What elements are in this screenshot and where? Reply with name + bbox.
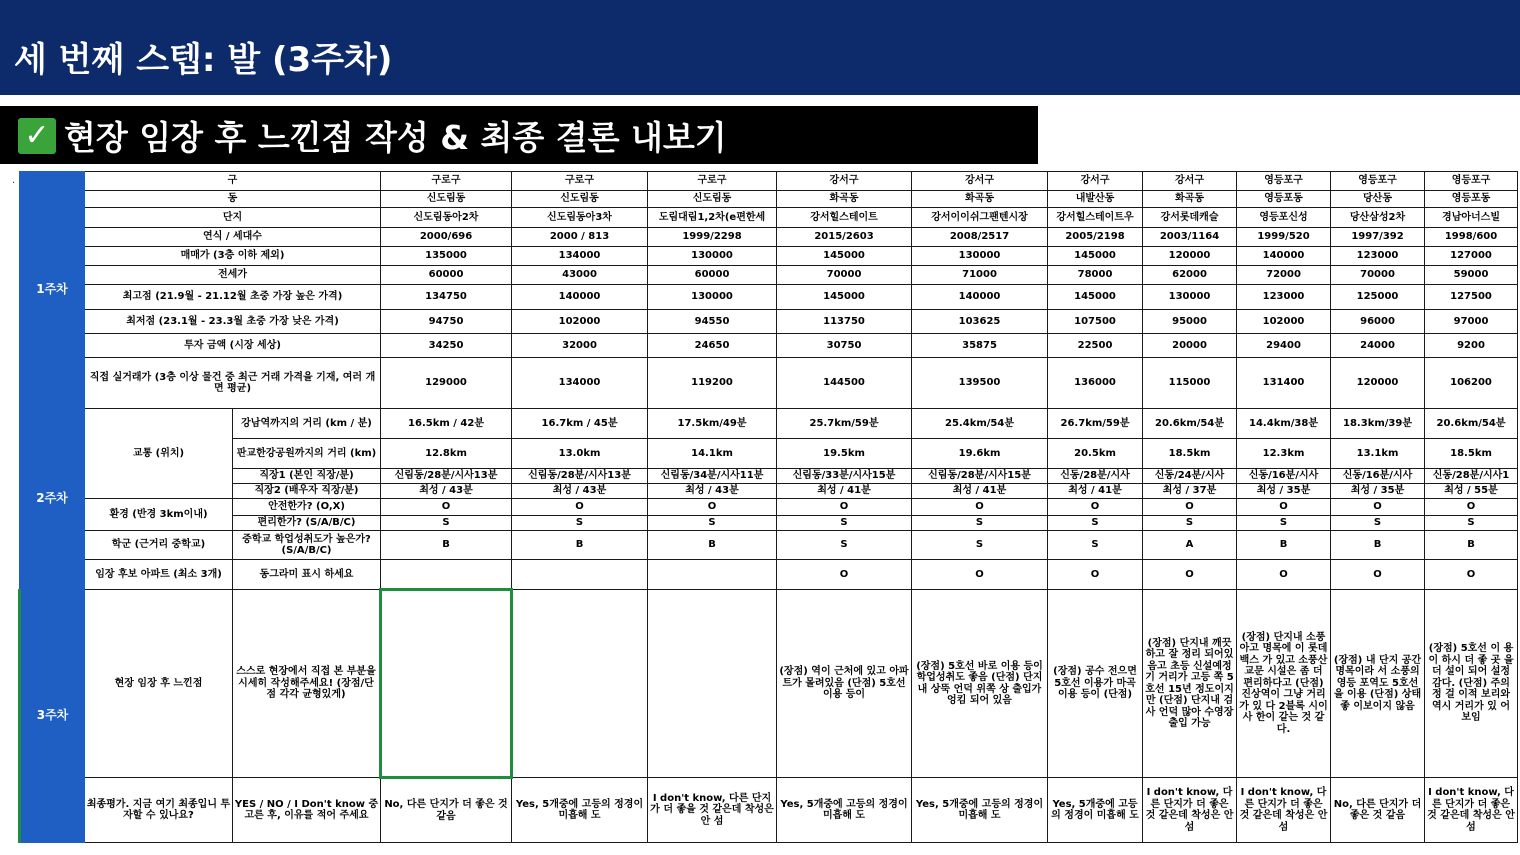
data-cell[interactable]: 140000 [912, 285, 1048, 310]
data-cell[interactable]: 강서힐스테이트 [777, 208, 912, 228]
table-row [20, 334, 1518, 358]
data-cell[interactable]: 2015/2603 [777, 228, 912, 247]
data-cell[interactable]: B [381, 531, 512, 560]
data-cell[interactable]: 18.3km/39분 [1331, 409, 1425, 439]
data-cell[interactable]: 최성 / 41분 [1048, 484, 1143, 499]
data-cell[interactable]: S [912, 531, 1048, 560]
row-label[interactable]: 최저점 (23.1월 - 23.3월 초중 가장 낮은 가격) [85, 310, 381, 334]
data-cell[interactable]: 127000 [1425, 247, 1518, 266]
data-cell[interactable]: 신도림동아3차 [512, 208, 648, 228]
data-cell[interactable]: 140000 [1237, 247, 1331, 266]
data-cell[interactable]: 영등포구 [1237, 172, 1331, 191]
row-label[interactable]: 매매가 (3층 이하 제외) [85, 247, 381, 266]
row-label[interactable]: 전세가 [85, 266, 381, 285]
data-cell[interactable]: 71000 [912, 266, 1048, 285]
row-label[interactable]: 동 [85, 191, 381, 208]
table-row [20, 516, 1518, 531]
data-cell[interactable]: 영등포동 [1237, 191, 1331, 208]
data-cell[interactable]: 35875 [912, 334, 1048, 358]
table-row [20, 285, 1518, 310]
data-cell[interactable]: S [648, 516, 777, 531]
data-cell[interactable]: 1997/392 [1331, 228, 1425, 247]
data-cell[interactable]: 강서힐스테이트우 [1048, 208, 1143, 228]
data-cell[interactable]: 신동/16분/시사 [1331, 469, 1425, 484]
data-cell[interactable]: 130000 [1143, 285, 1237, 310]
data-cell[interactable]: 70000 [777, 266, 912, 285]
row-label[interactable]: 단지 [85, 208, 381, 228]
data-cell[interactable]: 62000 [1143, 266, 1237, 285]
slide-title: 세 번째 스텝: 발 (3주차) [14, 40, 393, 80]
data-cell[interactable]: 16.7km / 45분 [512, 409, 648, 439]
table-row [20, 560, 1518, 590]
data-cell[interactable]: O [777, 499, 912, 516]
data-cell[interactable]: 신림동/28분/시사13분 [381, 469, 512, 484]
data-cell[interactable]: 145000 [1048, 285, 1143, 310]
data-cell[interactable]: 136000 [1048, 358, 1143, 409]
data-cell[interactable]: 70000 [1331, 266, 1425, 285]
data-cell[interactable]: 14.4km/38분 [1237, 409, 1331, 439]
data-cell[interactable]: 신림동/28분/시사15분 [912, 469, 1048, 484]
week-label-3[interactable]: 3주차 [20, 590, 85, 843]
data-cell[interactable]: S [777, 531, 912, 560]
data-cell[interactable]: O [912, 499, 1048, 516]
data-cell[interactable]: 107500 [1048, 310, 1143, 334]
data-cell[interactable]: 139500 [912, 358, 1048, 409]
table-row [20, 439, 1518, 469]
data-cell[interactable]: 도림대림1,2차(e편한세 [648, 208, 777, 228]
data-cell[interactable]: 134750 [381, 285, 512, 310]
section-title: 현장 임장 후 느낀점 작성 & 최종 결론 내보기 [64, 118, 727, 157]
data-cell[interactable]: O [1237, 499, 1331, 516]
data-cell[interactable]: 103625 [912, 310, 1048, 334]
data-cell[interactable]: 최성 / 55분 [1425, 484, 1518, 499]
data-cell[interactable] [512, 590, 648, 778]
data-cell[interactable]: 당산동 [1331, 191, 1425, 208]
data-cell[interactable]: 78000 [1048, 266, 1143, 285]
data-cell[interactable]: Yes, 5개중에 고등의 정경이 미흡해 도 [512, 778, 648, 843]
data-cell[interactable]: 95000 [1143, 310, 1237, 334]
data-cell[interactable]: 내발산동 [1048, 191, 1143, 208]
data-cell[interactable]: S [1237, 516, 1331, 531]
row-label[interactable]: 연식 / 세대수 [85, 228, 381, 247]
data-cell[interactable]: 14.1km [648, 439, 777, 469]
data-cell[interactable]: 18.5km [1143, 439, 1237, 469]
slide-header [0, 0, 1520, 95]
data-cell[interactable]: 구로구 [381, 172, 512, 191]
table-row [20, 531, 1518, 560]
group-label[interactable]: 최종평가. 지금 여기 최종입니 투자할 수 있나요? [85, 778, 233, 843]
row-label[interactable]: 동그라미 표시 하세요 [233, 560, 381, 590]
row-label[interactable]: 스스로 현장에서 직접 본 부분을 시세히 작성해주세요! (장점/단점 각각 균형있게) [233, 590, 381, 778]
data-cell[interactable]: 최성 / 37분 [1143, 484, 1237, 499]
data-cell[interactable]: 2000 / 813 [512, 228, 648, 247]
data-cell[interactable]: O [1048, 499, 1143, 516]
data-cell[interactable]: 20.6km/54분 [1143, 409, 1237, 439]
sheet-marker: · [12, 178, 16, 189]
data-cell[interactable]: B [1237, 531, 1331, 560]
data-cell[interactable] [512, 560, 648, 590]
data-cell[interactable]: 120000 [1143, 247, 1237, 266]
data-cell[interactable]: 72000 [1237, 266, 1331, 285]
data-cell[interactable]: I don't know, 다른 단지가 더 좋은 것 같은데 착성은 안 섬 [1143, 778, 1237, 843]
data-table [18, 171, 1518, 843]
data-cell[interactable]: O [1143, 560, 1237, 590]
data-cell[interactable]: 145000 [777, 285, 912, 310]
data-cell[interactable]: 145000 [777, 247, 912, 266]
data-cell[interactable]: 신림동/34분/시사11분 [648, 469, 777, 484]
data-cell[interactable]: 30750 [777, 334, 912, 358]
data-cell[interactable]: 106200 [1425, 358, 1518, 409]
data-cell[interactable]: 신도림동 [648, 191, 777, 208]
data-cell[interactable]: (장점) 단지내 소풍아고 명목에 이 롯데백스 가 있고 소풍산 교문 시설은 좀 더 편리하다고 (단점) 진상역이 그냥 거리가 있 다 2블록 시이사 한이 같는 것 같 다. [1237, 590, 1331, 778]
data-cell[interactable]: 102000 [1237, 310, 1331, 334]
data-cell[interactable]: 115000 [1143, 358, 1237, 409]
data-cell[interactable]: 130000 [912, 247, 1048, 266]
data-cell[interactable]: 2000/696 [381, 228, 512, 247]
table-row [20, 191, 1518, 208]
table-row [20, 499, 1518, 516]
data-cell[interactable]: 최성 / 43분 [648, 484, 777, 499]
data-cell[interactable]: 19.6km [912, 439, 1048, 469]
check-icon: ✓ [18, 118, 56, 154]
data-cell[interactable]: O [777, 560, 912, 590]
group-label[interactable]: 환경 (반경 3km이내) [85, 499, 233, 531]
data-cell[interactable]: 강서롯데캐슬 [1143, 208, 1237, 228]
data-cell[interactable]: 24650 [648, 334, 777, 358]
data-cell[interactable]: 강서구 [1048, 172, 1143, 191]
data-cell[interactable]: B [648, 531, 777, 560]
data-cell[interactable]: 25.4km/54분 [912, 409, 1048, 439]
data-cell[interactable]: B [1331, 531, 1425, 560]
data-cell[interactable]: O [512, 499, 648, 516]
data-cell[interactable]: 20.6km/54분 [1425, 409, 1518, 439]
data-cell[interactable]: 화곡동 [777, 191, 912, 208]
row-label[interactable]: 직장1 (본인 직장/분) [233, 469, 381, 484]
week-label-2[interactable]: 2주차 [20, 409, 85, 590]
data-cell[interactable]: 59000 [1425, 266, 1518, 285]
data-cell[interactable]: 130000 [648, 247, 777, 266]
data-cell[interactable]: 영등포구 [1425, 172, 1518, 191]
data-cell[interactable]: Yes, 5개중에 고등의 정경이 미흡해 도 [777, 778, 912, 843]
row-label[interactable]: 판교한강공원까지의 거리 (km) [233, 439, 381, 469]
row-label[interactable]: 직장2 (배우자 직장/분) [233, 484, 381, 499]
group-label[interactable]: 현장 임장 후 느낀점 [85, 590, 233, 778]
data-cell[interactable]: (장점) 단지내 깨끗 하고 잘 정리 되어있음고 초등 신설예정 기 거리가 고등 쪽 5호선 15년 정도이지만 (단점) 단지내 검사 언덕 많아 수영장 출입 가능 [1143, 590, 1237, 778]
row-label[interactable]: 직접 실거래가 (3층 이상 물건 중 최근 거래 가격을 기재, 여러 개면 평균) [85, 358, 381, 409]
data-cell[interactable]: 129000 [381, 358, 512, 409]
data-cell[interactable]: 125000 [1331, 285, 1425, 310]
data-cell[interactable]: 강서이이쉬그팬텐시장 [912, 208, 1048, 228]
data-cell[interactable]: A [1143, 531, 1237, 560]
data-cell[interactable]: (장점) 5호선 바로 이용 등이 학업성취도 좋음 (단점) 단지내 상뚝 언덕 위쪽 상 출입가 엉킴 되어 있음 [912, 590, 1048, 778]
row-label[interactable]: 안전한가? (O,X) [233, 499, 381, 516]
week-label-1[interactable]: 1주차 [20, 172, 85, 409]
table-row [20, 590, 1518, 778]
data-cell[interactable]: 2008/2517 [912, 228, 1048, 247]
data-cell[interactable]: 135000 [381, 247, 512, 266]
data-cell[interactable]: O [1425, 499, 1518, 516]
data-cell[interactable]: (장점) 5호선 이 용 이 하시 더 좋 곳 을 더 설이 되어 설정 감다. (단점) 주의 정 걸 이적 보리와 역시 거리가 있 어 보임 [1425, 590, 1518, 778]
data-cell[interactable]: 최성 / 43분 [381, 484, 512, 499]
data-cell[interactable]: 1998/600 [1425, 228, 1518, 247]
data-cell[interactable]: 13.1km [1331, 439, 1425, 469]
data-cell[interactable]: 97000 [1425, 310, 1518, 334]
data-cell[interactable]: (장점) 역이 근처에 있고 아파트가 몰려있음 (단점) 5호선 이용 등이 [777, 590, 912, 778]
data-cell[interactable]: 140000 [512, 285, 648, 310]
data-cell[interactable]: 113750 [777, 310, 912, 334]
data-cell[interactable]: 영등포구 [1331, 172, 1425, 191]
data-cell[interactable]: 20000 [1143, 334, 1237, 358]
data-cell[interactable]: O [1331, 499, 1425, 516]
data-cell[interactable]: S [912, 516, 1048, 531]
data-cell[interactable]: (장점) 내 단지 공간 명목이라 서 소풍의 영등 포역도 5호선을 이용 (단점) 상태 좋 이보이지 않음 [1331, 590, 1425, 778]
data-cell[interactable]: 94750 [381, 310, 512, 334]
data-cell[interactable]: 당산삼성2차 [1331, 208, 1425, 228]
data-cell[interactable]: 145000 [1048, 247, 1143, 266]
data-cell[interactable]: 144500 [777, 358, 912, 409]
data-cell[interactable]: 신동/16분/시사 [1237, 469, 1331, 484]
group-label[interactable]: 임장 후보 아파트 (최소 3개) [85, 560, 233, 590]
data-cell[interactable]: 화곡동 [912, 191, 1048, 208]
data-cell[interactable]: 24000 [1331, 334, 1425, 358]
data-cell[interactable]: 영등포동 [1425, 191, 1518, 208]
data-cell[interactable]: 13.0km [512, 439, 648, 469]
data-cell[interactable]: 최성 / 41분 [777, 484, 912, 499]
data-cell[interactable]: 강서구 [777, 172, 912, 191]
data-cell[interactable] [381, 590, 512, 778]
data-cell[interactable]: S [1048, 516, 1143, 531]
row-label[interactable]: 강남역까지의 거리 (km / 분) [233, 409, 381, 439]
data-cell[interactable]: 경남아너스빌 [1425, 208, 1518, 228]
data-cell[interactable]: 최성 / 35분 [1331, 484, 1425, 499]
table-row [20, 247, 1518, 266]
data-cell[interactable]: 94550 [648, 310, 777, 334]
data-cell[interactable]: S [1048, 531, 1143, 560]
row-label[interactable]: YES / NO / I Don't know 중 고른 후, 이유를 적어 주세요 [233, 778, 381, 843]
table-row [20, 358, 1518, 409]
data-cell[interactable]: S [381, 516, 512, 531]
data-cell[interactable]: S [512, 516, 648, 531]
data-cell[interactable]: 25.7km/59분 [777, 409, 912, 439]
data-cell[interactable]: O [648, 499, 777, 516]
row-label[interactable]: 최고점 (21.9월 - 21.12월 초중 가장 높은 가격) [85, 285, 381, 310]
spreadsheet [18, 171, 1516, 852]
table-row [20, 469, 1518, 484]
data-cell[interactable]: 17.5km/49분 [648, 409, 777, 439]
data-cell[interactable]: 18.5km [1425, 439, 1518, 469]
group-label[interactable]: 교통 (위치) [85, 409, 233, 499]
data-cell[interactable]: 29400 [1237, 334, 1331, 358]
data-cell[interactable]: No, 다른 단지가 더 좋은 것 같음 [1331, 778, 1425, 843]
data-cell[interactable]: I don't know, 다른 단지가 더 좋은 것 같은데 착성은 안 섬 [1237, 778, 1331, 843]
data-cell[interactable]: 강서구 [1143, 172, 1237, 191]
data-cell[interactable]: 영등포신성 [1237, 208, 1331, 228]
row-label[interactable]: 편리한가? (S/A/B/C) [233, 516, 381, 531]
data-cell[interactable]: S [1143, 516, 1237, 531]
data-cell[interactable]: O [1048, 560, 1143, 590]
data-cell[interactable]: 12.3km [1237, 439, 1331, 469]
section-bar [0, 106, 1038, 164]
data-cell[interactable]: B [512, 531, 648, 560]
data-cell[interactable] [648, 590, 777, 778]
data-cell[interactable] [648, 560, 777, 590]
data-cell[interactable]: 신동/28분/시사 [1048, 469, 1143, 484]
data-cell[interactable]: 최성 / 41분 [912, 484, 1048, 499]
data-cell[interactable]: 1999/2298 [648, 228, 777, 247]
data-cell[interactable]: 2005/2198 [1048, 228, 1143, 247]
row-label[interactable]: 중학교 학업성취도가 높은가? (S/A/B/C) [233, 531, 381, 560]
table-row [20, 228, 1518, 247]
data-cell[interactable]: No, 다른 단지가 더 좋은 것 같음 [381, 778, 512, 843]
data-cell[interactable]: 강서구 [912, 172, 1048, 191]
data-cell[interactable]: 60000 [381, 266, 512, 285]
data-cell[interactable]: 2003/1164 [1143, 228, 1237, 247]
data-cell[interactable]: S [777, 516, 912, 531]
data-cell[interactable]: 신동/24분/시사 [1143, 469, 1237, 484]
data-cell[interactable]: O [1425, 560, 1518, 590]
data-cell[interactable]: 127500 [1425, 285, 1518, 310]
table-row [20, 172, 1518, 191]
data-cell[interactable]: 43000 [512, 266, 648, 285]
data-cell[interactable]: 32000 [512, 334, 648, 358]
data-cell[interactable]: I don't know, 다른 단지가 더 좋을 것 같은데 착성은 안 섬 [648, 778, 777, 843]
data-cell[interactable]: 130000 [648, 285, 777, 310]
data-cell[interactable]: 신도림동 [512, 191, 648, 208]
data-cell[interactable]: 34250 [381, 334, 512, 358]
data-cell[interactable]: 화곡동 [1143, 191, 1237, 208]
row-label[interactable]: 투자 금액 (시장 세상) [85, 334, 381, 358]
data-cell[interactable]: O [1143, 499, 1237, 516]
data-cell[interactable]: 구로구 [512, 172, 648, 191]
data-cell[interactable]: 119200 [648, 358, 777, 409]
table-row [20, 484, 1518, 499]
data-cell[interactable]: 123000 [1331, 247, 1425, 266]
data-cell[interactable]: 9200 [1425, 334, 1518, 358]
data-cell[interactable]: 신도림동 [381, 191, 512, 208]
data-cell[interactable]: O [1331, 560, 1425, 590]
data-cell[interactable]: Yes, 5개중에 고등의 정경이 미흡해 도 [912, 778, 1048, 843]
row-label[interactable]: 구 [85, 172, 381, 191]
data-cell[interactable]: 구로구 [648, 172, 777, 191]
data-cell[interactable]: Yes, 5개중에 고등의 정경이 미흡해 도 [1048, 778, 1143, 843]
data-cell[interactable]: 123000 [1237, 285, 1331, 310]
data-cell[interactable]: 최성 / 43분 [512, 484, 648, 499]
data-cell[interactable]: 16.5km / 42분 [381, 409, 512, 439]
data-cell[interactable]: O [1237, 560, 1331, 590]
data-cell[interactable]: 96000 [1331, 310, 1425, 334]
table-row [20, 778, 1518, 843]
data-cell[interactable]: 60000 [648, 266, 777, 285]
table-row [20, 266, 1518, 285]
data-cell[interactable]: 신림동/28분/시사13분 [512, 469, 648, 484]
data-cell[interactable] [381, 560, 512, 590]
data-cell[interactable]: S [1425, 516, 1518, 531]
data-cell[interactable]: 134000 [512, 358, 648, 409]
data-cell[interactable]: O [912, 560, 1048, 590]
data-cell[interactable]: I don't know, 다른 단지가 더 좋은 것 같은데 착성은 안 섬 [1425, 778, 1518, 843]
group-label[interactable]: 학군 (근거리 중학교) [85, 531, 233, 560]
data-cell[interactable]: 134000 [512, 247, 648, 266]
data-cell[interactable]: 1999/520 [1237, 228, 1331, 247]
data-cell[interactable]: 12.8km [381, 439, 512, 469]
table-row [20, 310, 1518, 334]
table-row [20, 409, 1518, 439]
table-row [20, 208, 1518, 228]
data-cell[interactable]: 26.7km/59분 [1048, 409, 1143, 439]
data-cell[interactable]: 19.5km [777, 439, 912, 469]
data-cell[interactable]: 신동/28분/시사1 [1425, 469, 1518, 484]
data-cell[interactable]: S [1331, 516, 1425, 531]
data-cell[interactable]: 20.5km [1048, 439, 1143, 469]
data-cell[interactable]: 22500 [1048, 334, 1143, 358]
data-cell[interactable]: 131400 [1237, 358, 1331, 409]
data-cell[interactable]: 최성 / 35분 [1237, 484, 1331, 499]
data-cell[interactable]: 신림동/33분/시사15분 [777, 469, 912, 484]
data-cell[interactable]: 102000 [512, 310, 648, 334]
data-cell[interactable]: (장점) 공수 전으면 5호선 이용가 마곡 이용 등이 (단점) [1048, 590, 1143, 778]
data-cell[interactable]: 신도림동아2차 [381, 208, 512, 228]
data-cell[interactable]: B [1425, 531, 1518, 560]
data-cell[interactable]: O [381, 499, 512, 516]
data-cell[interactable]: 120000 [1331, 358, 1425, 409]
